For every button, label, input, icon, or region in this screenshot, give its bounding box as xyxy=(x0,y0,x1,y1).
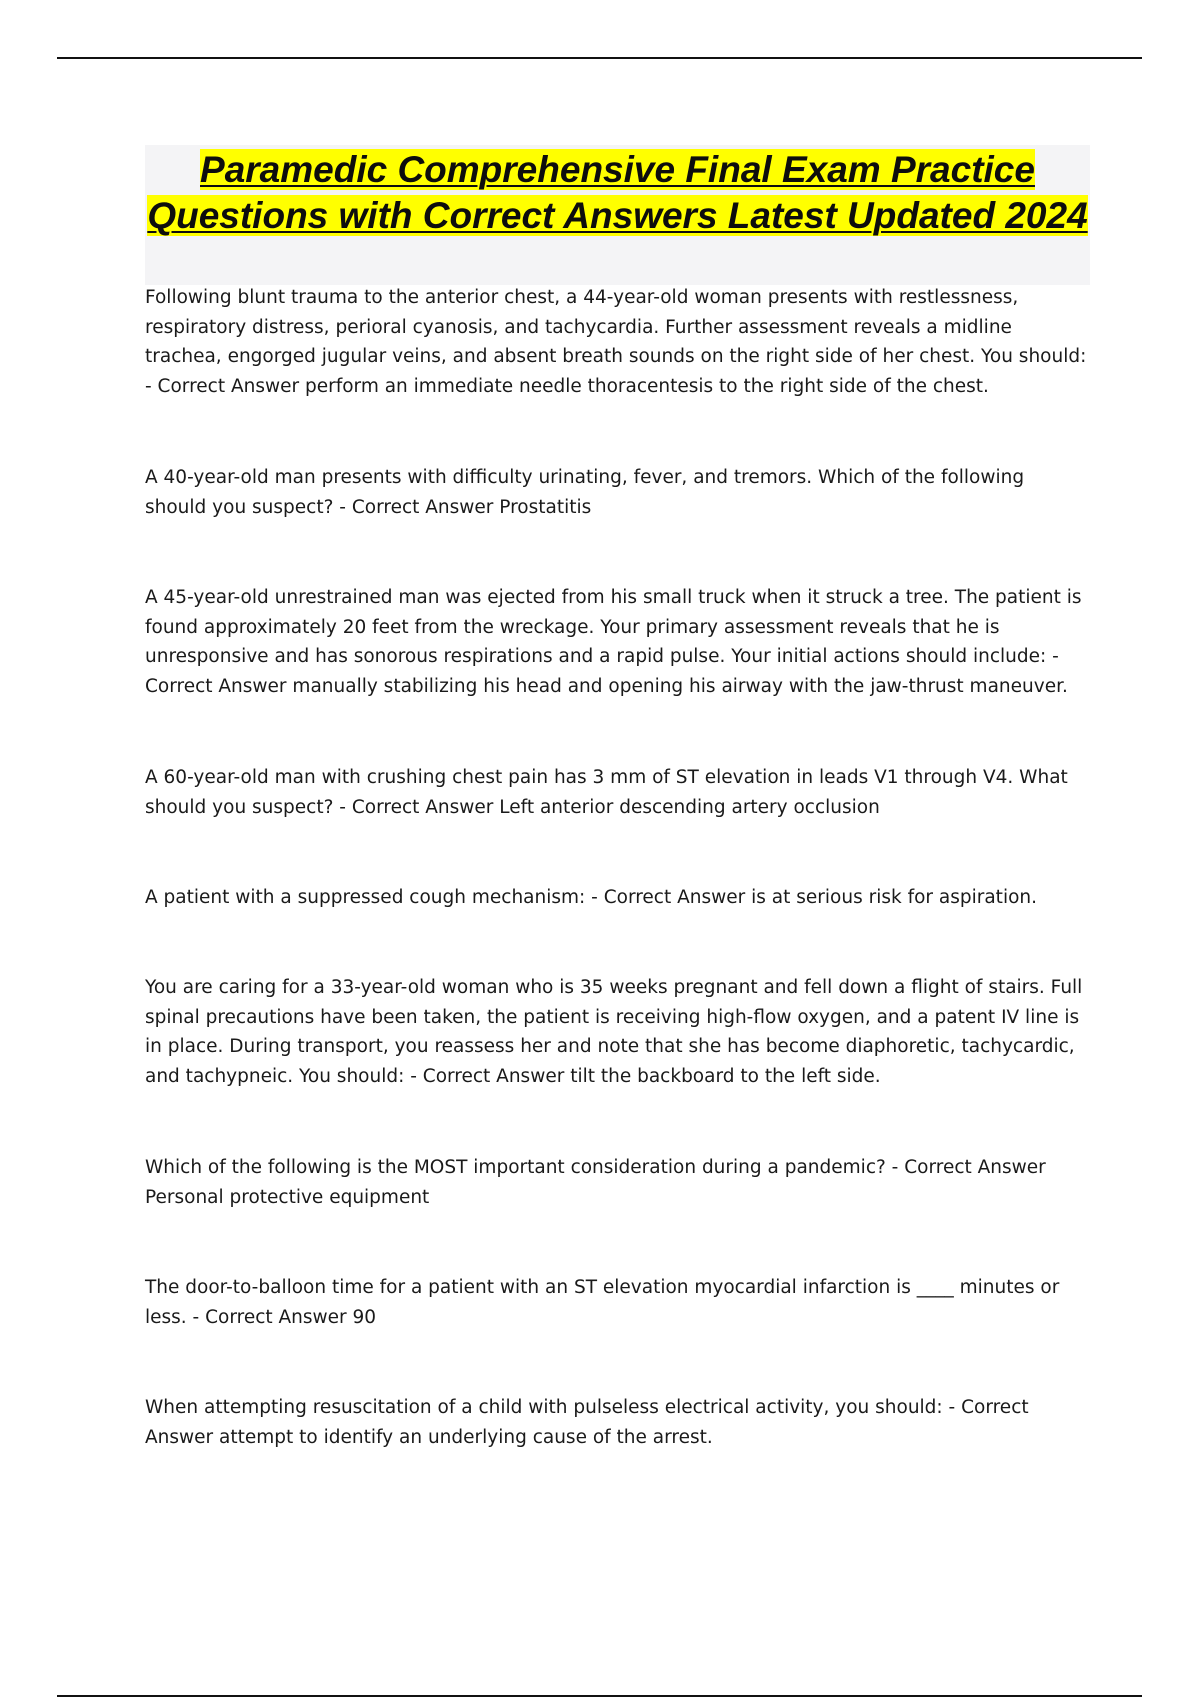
question-answer-7: Which of the following is the MOST important consideration during a pandemic? - Correct Answer Personal protective equipment xyxy=(145,1157,1046,1208)
question-answer-3: A 45-year-old unrestrained man was ejected from his small truck when it struck a tree. The patient is found approximately 20 feet from the wreckage. Your primary assessment reveals that he is unresponsive and has sonorous respirations and a rapid pulse. Your initial actions should include: - Correct Answer manually stabilizing his head and opening his airway with the jaw-thrust maneuver. xyxy=(145,587,1082,697)
document-title xyxy=(145,145,1090,239)
bottom-rule xyxy=(57,1695,1142,1697)
question-answer-9: When attempting resuscitation of a child with pulseless electrical activity, you should: - Correct Answer attempt to identify an underlying cause of the arrest. xyxy=(145,1397,1029,1448)
document-title-text: Paramedic Comprehensive Final Exam Practice Questions with Correct Answers Latest Updated 2024 xyxy=(147,149,1088,236)
title-block xyxy=(145,145,1090,285)
question-answer-2: A 40-year-old man presents with difficulty urinating, fever, and tremors. Which of the following should you suspect? - Correct Answer Prostatitis xyxy=(145,467,1025,518)
top-rule xyxy=(57,57,1142,59)
question-answer-6: You are caring for a 33-year-old woman who is 35 weeks pregnant and fell down a flight of stairs. Full spinal precautions have been taken, the patient is receiving high-flow oxygen, and a patent IV line is in place. During transport, you reassess her and note that she has become diaphoretic, tachycardic, and tachypneic. You should: - Correct Answer tilt the backboard to the left side. xyxy=(145,977,1083,1087)
question-answer-4: A 60-year-old man with crushing chest pain has 3 mm of ST elevation in leads V1 through V4. What should you suspect? - Correct Answer Left anterior descending artery occlusion xyxy=(145,767,1068,818)
question-answer-1: Following blunt trauma to the anterior chest, a 44-year-old woman presents with restlessness, respiratory distress, perioral cyanosis, and tachycardia. Further assessment reveals a midline trachea, engorged jugular veins, and absent breath sounds on the right side of her chest. You should: - Correct Answer perform an immediate needle thoracentesis to the right side of the chest. xyxy=(145,287,1087,397)
question-answer-8: The door-to-balloon time for a patient with an ST elevation myocardial infarction is ____ minutes or less. - Correct Answer 90 xyxy=(145,1277,1060,1328)
question-answer-5: A patient with a suppressed cough mechanism: - Correct Answer is at serious risk for aspiration. xyxy=(145,887,1038,908)
